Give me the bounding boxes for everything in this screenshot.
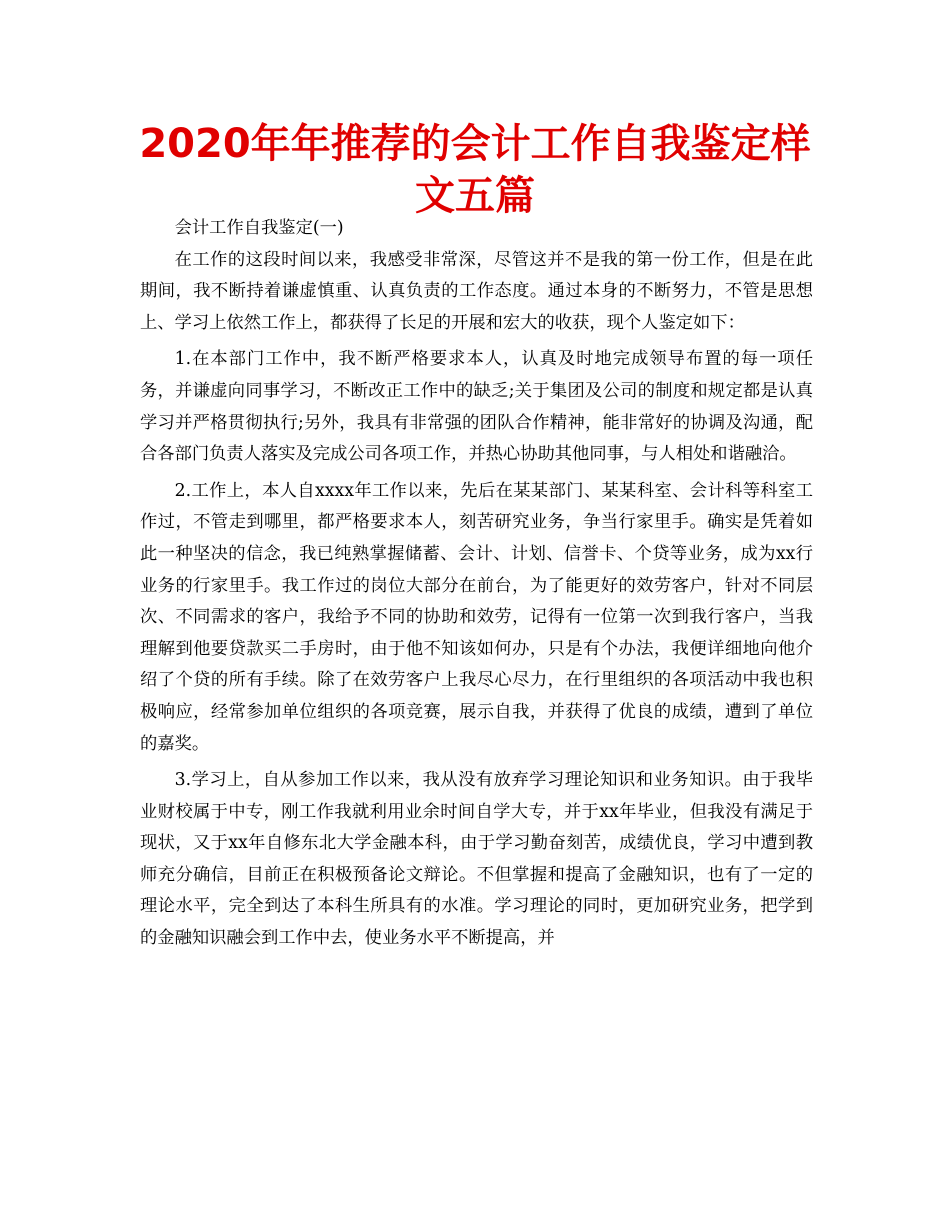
paragraph-item-3: 3.学习上，自从参加工作以来，我从没有放弃学习理论知识和业务知识。由于我毕业财校属于中专，刚工作我就利用业余时间自学大专，并于xx年毕业，但我没有满足于现状，又于xx年自修东北大学金融本科，由于学习勤奋刻苦，成绩优良，学习中遭到教师充分确信，目前正在积极预备论文辩论。不但掌握和提高了金融知识，也有了一定的理论水平，完全到达了本科生所具有的水准。学习理论的同时，更加研究业务，把学到的金融知识融会到工作中去，使业务水平不断提高，并	[140, 770, 813, 949]
document-body	[140, 213, 813, 955]
paragraph-item-1: 1.在本部门工作中，我不断严格要求本人，认真及时地完成领导布置的每一项任务，并谦虚向同事学习，不断改正工作中的缺乏;关于集团及公司的制度和规定都是认真学习并严格贯彻执行;另外，我具有非常强的团队合作精神，能非常好的协调及沟通，配合各部门负责人落实及完成公司各项工作，并热心协助其他同事，与人相处和谐融洽。	[140, 349, 813, 465]
paragraph-intro: 在工作的这段时间以来，我感受非常深，尽管这并不是我的第一份工作，但是在此期间，我不断持着谦虚慎重、认真负责的工作态度。通过本身的不断努力，不管是思想上、学习上依然工作上，都获得了长足的开展和宏大的收获，现个人鉴定如下：	[140, 249, 813, 333]
section-heading: 会计工作自我鉴定(一)	[174, 218, 344, 238]
paragraph-item-2: 2.工作上，本人自xxxx年工作以来，先后在某某部门、某某科室、会计科等科室工作过，不管走到哪里，都严格要求本人，刻苦研究业务，争当行家里手。确实是凭着如此一种坚决的信念，我已纯熟掌握储蓄、会计、计划、信誉卡、个贷等业务，成为xx行业务的行家里手。我工作过的岗位大部分在前台，为了能更好的效劳客户，针对不同层次、不同需求的客户，我给予不同的协助和效劳，记得有一位第一次到我行客户，当我理解到他要贷款买二手房时，由于他不知该如何办，只是有个办法，我便详细地向他介绍了个贷的所有手续。除了在效劳客户上我尽心尽力，在行里组织的各项活动中我也积极响应，经常参加单位组织的各项竞赛，展示自我，并获得了优良的成绩，遭到了单位的嘉奖。	[140, 480, 813, 754]
document-title: 2020年年推荐的会计工作自我鉴定样文五篇	[139, 121, 811, 219]
